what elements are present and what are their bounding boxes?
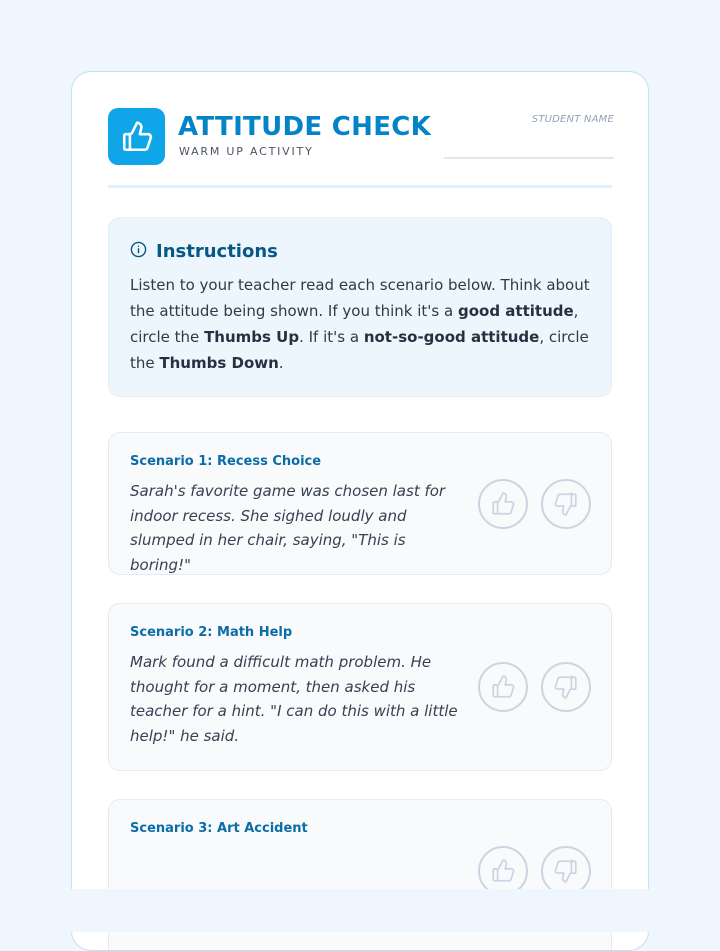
thumbs-down-icon	[553, 674, 579, 700]
student-name-field[interactable]	[444, 157, 614, 159]
thumbs-up-icon	[490, 858, 516, 884]
scenario-card	[108, 603, 612, 771]
instructions-title: Instructions	[156, 240, 278, 262]
thumbs-down-choice[interactable]	[541, 479, 591, 529]
thumbs-up-icon	[108, 108, 165, 165]
scenario-label: Scenario 3: Art Accident	[130, 821, 308, 836]
thumbs-down-choice[interactable]	[541, 662, 591, 712]
page-title: ATTITUDE CHECK	[178, 112, 432, 142]
instructions-text-part: . If it's a	[299, 328, 364, 346]
thumbs-down-icon	[553, 858, 579, 884]
thumbs-up-choice[interactable]	[478, 479, 528, 529]
instructions-text-part: , circle the	[130, 328, 589, 372]
instructions-text-part: , circle the	[130, 302, 579, 346]
instructions-text-part: .	[278, 354, 284, 372]
student-name-label: STUDENT NAME	[531, 114, 614, 125]
instructions-panel	[108, 217, 612, 397]
scenario-card	[108, 432, 612, 575]
info-icon	[130, 241, 147, 262]
scenario-label: Scenario 2: Math Help	[130, 625, 293, 640]
viewport-bottom-background	[0, 889, 720, 932]
page-subtitle: WARM UP ACTIVITY	[179, 145, 314, 158]
instructions-text	[130, 272, 590, 376]
thumbs-up-choice[interactable]	[478, 662, 528, 712]
scenario-label: Scenario 1: Recess Choice	[130, 454, 322, 469]
thumbs-up-icon	[490, 491, 516, 517]
scenario-text: Mark found a difficult math problem. He thought for a moment, then asked his teacher for a hint. "I can do this with a little help!" he said.	[130, 653, 458, 745]
thumbs-up-icon	[490, 674, 516, 700]
instructions-text-part: Listen to your teacher read each scenario below. Think about the attitude being shown. If you think it's a	[130, 276, 590, 320]
thumbs-down-icon	[553, 491, 579, 517]
instructions-heading	[130, 240, 590, 262]
scenario-text: Sarah's favorite game was chosen last for indoor recess. She sighed loudly and slumped in her chair, saying, "This is boring!"	[130, 482, 446, 574]
instructions-emphasis: good attitude	[457, 302, 574, 320]
instructions-emphasis: Thumbs Down	[159, 354, 279, 372]
worksheet-page	[71, 71, 649, 951]
worksheet-header	[108, 108, 614, 188]
instructions-emphasis: Thumbs Up	[204, 328, 300, 346]
instructions-emphasis: not-so-good attitude	[363, 328, 540, 346]
header-divider	[108, 185, 612, 188]
